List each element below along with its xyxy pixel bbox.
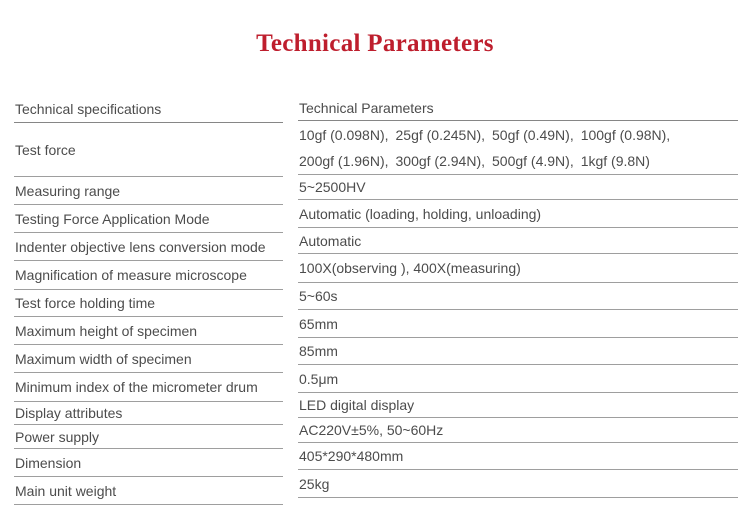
row-label-measuring-range: Measuring range <box>14 177 283 205</box>
row-label-display-attributes: Display attributes <box>14 402 283 425</box>
row-label-holding-time: Test force holding time <box>14 290 283 317</box>
row-value-power-supply: AC220V±5%, 50~60Hz <box>298 418 738 443</box>
table-column-labels <box>14 96 283 505</box>
row-value-measuring-range: 5~2500HV <box>298 175 738 200</box>
technical-parameters-table <box>14 96 738 505</box>
row-value-indenter-conversion-mode: Automatic <box>298 228 738 254</box>
test-force-line-1: 10gf (0.098N), 25gf (0.245N), 50gf (0.49N), 100gf (0.98N), <box>299 126 678 143</box>
row-value-test-force <box>298 121 738 175</box>
row-label-power-supply: Power supply <box>14 425 283 449</box>
row-value-magnification: 100X(observing ), 400X(measuring) <box>298 254 738 283</box>
table-column-values <box>298 96 738 498</box>
row-value-force-application-mode: Automatic (loading, holding, unloading) <box>298 200 738 228</box>
row-label-test-force: Test force <box>14 123 283 177</box>
row-value-dimension: 405*290*480mm <box>298 443 738 470</box>
row-label-micrometer-index: Minimum index of the micrometer drum <box>14 373 283 402</box>
row-value-main-unit-weight: 25kg <box>298 470 738 498</box>
row-label-main-unit-weight: Main unit weight <box>14 477 283 505</box>
row-value-max-width: 85mm <box>298 338 738 365</box>
row-label-force-application-mode: Testing Force Application Mode <box>14 205 283 233</box>
row-label-max-width: Maximum width of specimen <box>14 345 283 373</box>
page-title: Technical Parameters <box>256 30 494 57</box>
row-label-indenter-conversion-mode: Indenter objective lens conversion mode <box>14 233 283 261</box>
column-header-left: Technical specifications <box>14 96 283 123</box>
test-force-line-2: 200gf (1.96N), 300gf (2.94N), 500gf (4.9N), 1kgf (9.8N) <box>299 152 650 169</box>
row-label-dimension: Dimension <box>14 449 283 477</box>
column-header-right: Technical Parameters <box>298 96 738 121</box>
row-label-magnification: Magnification of measure microscope <box>14 261 283 290</box>
row-value-display-attributes: LED digital display <box>298 393 738 418</box>
row-value-micrometer-index: 0.5μm <box>298 365 738 393</box>
row-label-max-height: Maximum height of specimen <box>14 317 283 345</box>
row-value-holding-time: 5~60s <box>298 283 738 310</box>
row-value-max-height: 65mm <box>298 310 738 338</box>
